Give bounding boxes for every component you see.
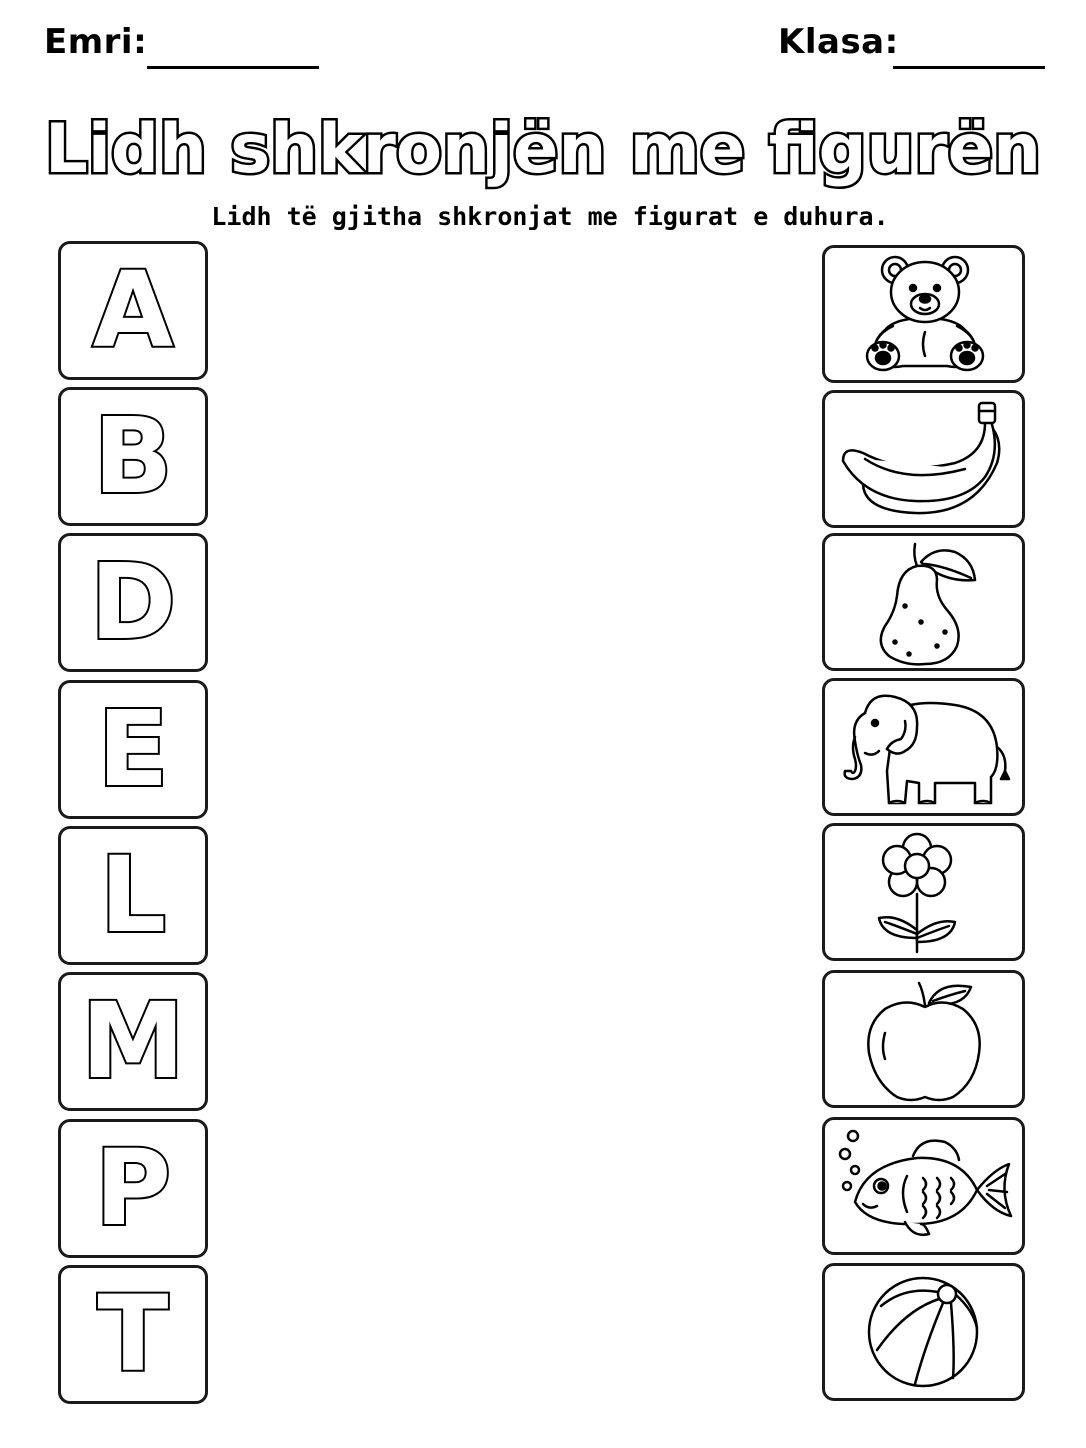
picture-card-teddy-bear[interactable] [822,245,1025,383]
letter-card-d[interactable] [58,533,208,672]
svg-text:A: A [92,249,174,371]
page-title-text: Lidh shkronjën me figurën [45,110,1041,189]
letter-e [61,683,205,816]
svg-text:T: T [97,1273,169,1395]
letter-t [61,1268,205,1401]
letter-card-m[interactable] [58,972,208,1111]
svg-text:B: B [93,395,173,517]
picture-card-flower[interactable] [822,823,1025,961]
letter-card-p[interactable] [58,1119,208,1258]
letter-card-l[interactable] [58,826,208,965]
name-field[interactable] [147,66,319,69]
apple-icon [825,973,1022,1105]
class-label: Klasa: [778,22,899,62]
letter-card-e[interactable] [58,680,208,819]
fish-icon [825,1120,1022,1252]
picture-card-elephant[interactable] [822,678,1025,816]
picture-card-apple[interactable] [822,970,1025,1108]
ball-icon [825,1266,1022,1398]
picture-card-banana[interactable] [822,390,1025,528]
svg-text:M: M [81,980,185,1102]
picture-card-fish[interactable] [822,1117,1025,1255]
letter-card-a[interactable] [58,241,208,380]
name-label: Emri: [44,22,148,62]
picture-card-pear[interactable] [822,533,1025,671]
banana-icon [825,393,1022,525]
svg-text:E: E [97,688,169,810]
letter-d [61,536,205,669]
svg-text:L: L [99,834,167,956]
teddy-bear-icon [825,248,1022,380]
letter-m [61,975,205,1108]
pear-icon [825,536,1022,668]
elephant-icon [825,681,1022,813]
letter-a [61,244,205,377]
letter-b [61,390,205,523]
letter-p [61,1122,205,1255]
picture-card-ball[interactable] [822,1263,1025,1401]
letter-card-t[interactable] [58,1265,208,1404]
class-field[interactable] [893,66,1045,69]
page-title [0,98,1086,198]
letter-l [61,829,205,962]
svg-text:D: D [89,541,177,663]
svg-text:P: P [94,1127,172,1249]
instructions: Lidh të gjitha shkronjat me figurat e duhura. [211,202,889,231]
letter-card-b[interactable] [58,387,208,526]
flower-icon [825,826,1022,958]
